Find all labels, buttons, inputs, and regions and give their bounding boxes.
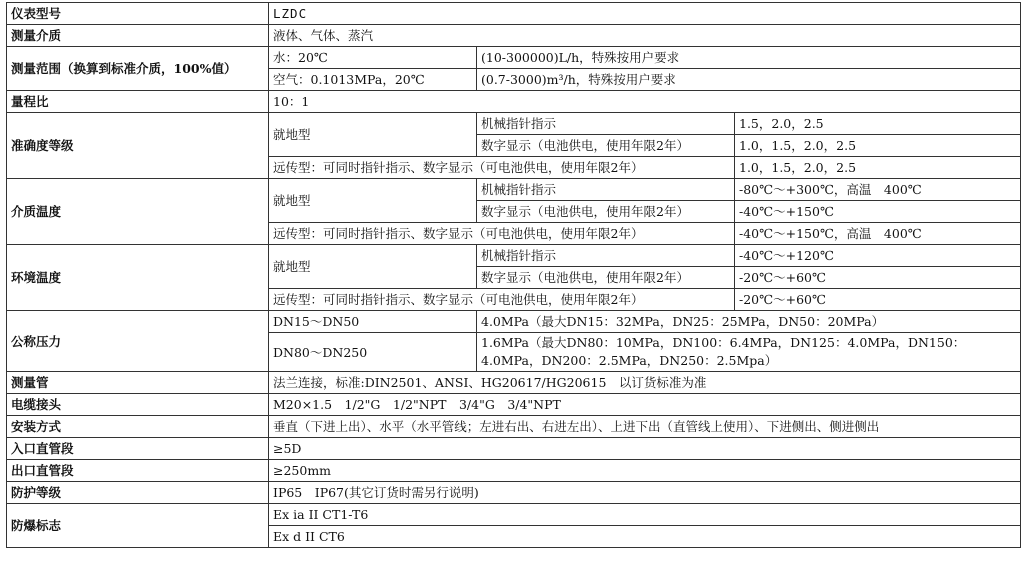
mtemp-digital: 数字显示（电池供电，使用年限2年）: [477, 201, 735, 223]
row-inlet: [7, 438, 1021, 460]
range-air-val: (0.7-3000)m³/h，特殊按用户要求: [477, 69, 1021, 91]
row-mtemp-mech: [7, 179, 1021, 201]
value-turndown: 10：1: [269, 91, 1021, 113]
label-pressure: 公称压力: [7, 311, 269, 372]
row-cable: [7, 394, 1021, 416]
mtemp-mech: 机械指针指示: [477, 179, 735, 201]
label-cable: 电缆接头: [7, 394, 269, 416]
label-tube: 测量管: [7, 372, 269, 394]
atemp-remote-val: -20℃～+60℃: [735, 289, 1021, 311]
range-water-val: (10-300000)L/h，特殊按用户要求: [477, 47, 1021, 69]
row-tube: [7, 372, 1021, 394]
atemp-mech: 机械指针指示: [477, 245, 735, 267]
atemp-remote: 远传型：可同时指针指示、数字显示（可电池供电，使用年限2年）: [269, 289, 735, 311]
label-inlet: 入口直管段: [7, 438, 269, 460]
atemp-digital-val: -20℃～+60℃: [735, 267, 1021, 289]
row-pressure-1: [7, 311, 1021, 333]
row-range-water: [7, 47, 1021, 69]
row-medium: [7, 25, 1021, 47]
row-turndown: [7, 91, 1021, 113]
label-turndown: 量程比: [7, 91, 269, 113]
row-model: [7, 3, 1021, 25]
atemp-digital: 数字显示（电池供电，使用年限2年）: [477, 267, 735, 289]
mtemp-mech-val: -80℃～+300℃，高温 400℃: [735, 179, 1021, 201]
accuracy-digital-val: 1.0，1.5，2.0，2.5: [735, 135, 1021, 157]
value-install: 垂直（下进上出）、水平（水平管线；左进右出、右进左出）、上进下出（直管线上使用）、下进侧出、侧进侧出: [269, 416, 1021, 438]
row-ex-1: [7, 504, 1021, 526]
spec-table: [6, 2, 1021, 548]
atemp-mech-val: -40℃～+120℃: [735, 245, 1021, 267]
accuracy-remote: 远传型：可同时指针指示、数字显示（可电池供电，使用年限2年）: [269, 157, 735, 179]
label-ex: 防爆标志: [7, 504, 269, 548]
value-medium: 液体、气体、蒸汽: [269, 25, 1021, 47]
accuracy-mech: 机械指针指示: [477, 113, 735, 135]
value-tube: 法兰连接，标准:DIN2501、ANSI、HG20617/HG20615 以订货标准为准: [269, 372, 1021, 394]
label-range: 测量范围（换算到标准介质，100%值）: [7, 47, 269, 91]
accuracy-remote-val: 1.0，1.5，2.0，2.5: [735, 157, 1021, 179]
atemp-local: 就地型: [269, 245, 477, 289]
row-atemp-mech: [7, 245, 1021, 267]
label-ambient-temp: 环境温度: [7, 245, 269, 311]
value-ex-2: Ex d II CT6: [269, 526, 1021, 548]
mtemp-local: 就地型: [269, 179, 477, 223]
row-outlet: [7, 460, 1021, 482]
label-ip: 防护等级: [7, 482, 269, 504]
pressure-r2-val: 1.6MPa（最大DN80：10MPa，DN100：6.4MPa，DN125：4.0MPa，DN150：4.0MPa，DN200：2.5MPa，DN250：2.5Mpa）: [477, 333, 1021, 372]
label-medium: 测量介质: [7, 25, 269, 47]
value-model: LZDC: [269, 3, 1021, 25]
value-outlet: ≥250mm: [269, 460, 1021, 482]
accuracy-mech-val: 1.5，2.0，2.5: [735, 113, 1021, 135]
label-medium-temp: 介质温度: [7, 179, 269, 245]
mtemp-remote: 远传型：可同时指针指示、数字显示（可电池供电，使用年限2年）: [269, 223, 735, 245]
range-air-cond: 空气：0.1013MPa，20℃: [269, 69, 477, 91]
pressure-r1: DN15～DN50: [269, 311, 477, 333]
label-accuracy: 准确度等级: [7, 113, 269, 179]
label-model: 仪表型号: [7, 3, 269, 25]
label-install: 安装方式: [7, 416, 269, 438]
range-water-cond: 水：20℃: [269, 47, 477, 69]
row-ip: [7, 482, 1021, 504]
pressure-r2: DN80～DN250: [269, 333, 477, 372]
pressure-r1-val: 4.0MPa（最大DN15：32MPa，DN25：25MPa，DN50：20MPa）: [477, 311, 1021, 333]
value-cable: M20×1.5 1/2"G 1/2"NPT 3/4"G 3/4"NPT: [269, 394, 1021, 416]
value-inlet: ≥5D: [269, 438, 1021, 460]
accuracy-local: 就地型: [269, 113, 477, 157]
value-ip: IP65 IP67(其它订货时需另行说明): [269, 482, 1021, 504]
mtemp-digital-val: -40℃～+150℃: [735, 201, 1021, 223]
value-ex-1: Ex ia II CT1-T6: [269, 504, 1021, 526]
accuracy-digital: 数字显示（电池供电，使用年限2年）: [477, 135, 735, 157]
row-install: [7, 416, 1021, 438]
mtemp-remote-val: -40℃～+150℃，高温 400℃: [735, 223, 1021, 245]
row-accuracy-mech: [7, 113, 1021, 135]
label-outlet: 出口直管段: [7, 460, 269, 482]
